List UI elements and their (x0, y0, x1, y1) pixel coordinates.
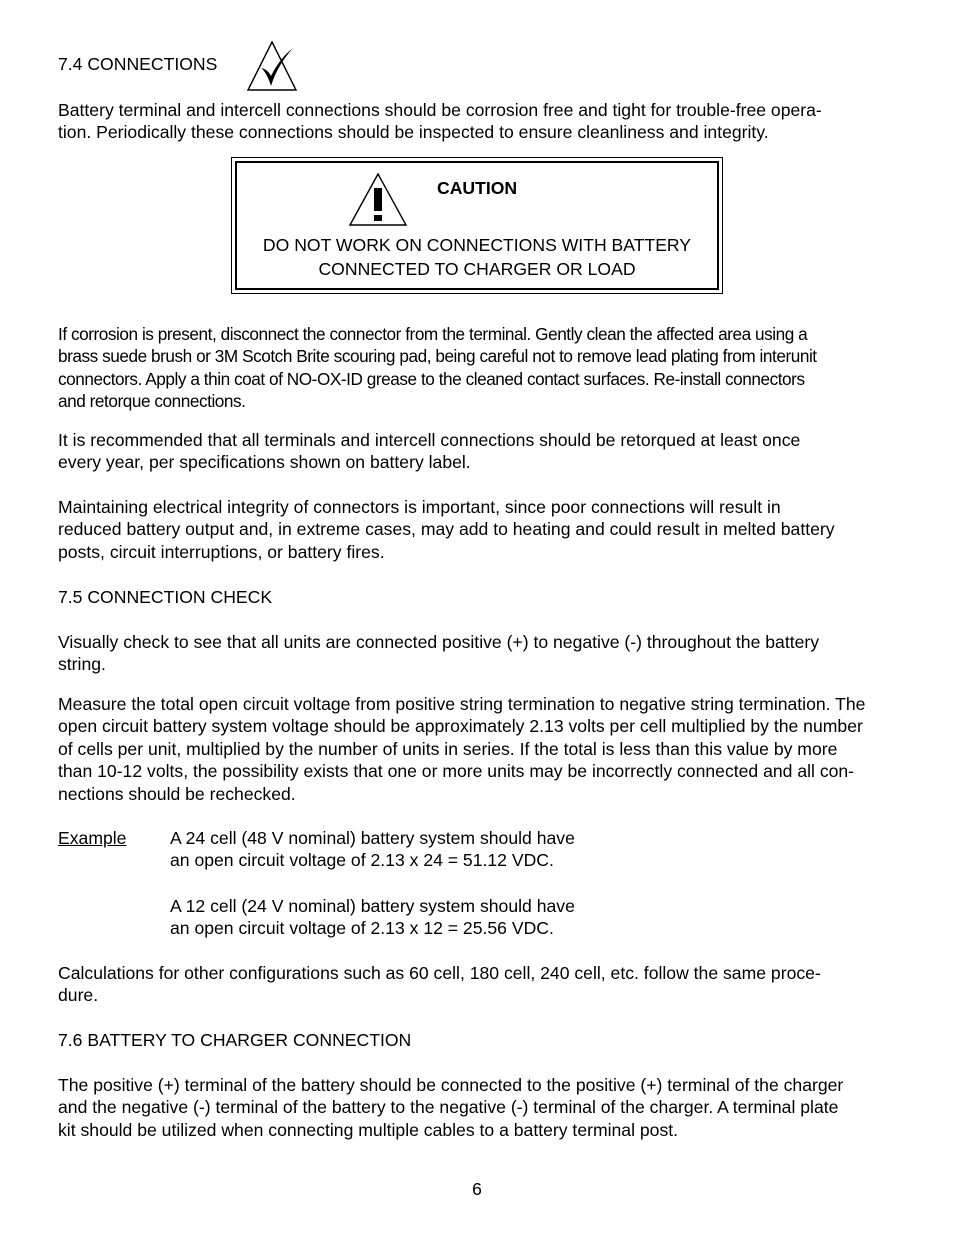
section-7-6-paragraph-1 (58, 1074, 900, 1141)
caution-box (231, 157, 723, 294)
section-7-4-heading: 7.4 CONNECTIONS (58, 54, 218, 74)
section-7-6-heading: 7.6 BATTERY TO CHARGER CONNECTION (58, 1030, 412, 1050)
paragraph-line: and retorque connections. (58, 391, 246, 412)
paragraph-line: reduced battery output and, in extreme cases, may add to heating and could result in melted battery (58, 519, 835, 540)
paragraph-line: brass suede brush or 3M Scotch Brite scouring pad, being careful not to remove lead plating from interunit (58, 346, 817, 367)
example-label: Example (58, 828, 127, 848)
page-number: 6 (472, 1179, 482, 1199)
section-7-4-paragraph-1 (58, 99, 900, 144)
paragraph-line: dure. (58, 985, 99, 1006)
caution-message (237, 233, 717, 281)
example-2 (170, 895, 770, 940)
section-7-4-paragraph-2 (58, 323, 900, 413)
caution-box-inner (235, 161, 719, 290)
section-7-5-heading: 7.5 CONNECTION CHECK (58, 587, 273, 607)
section-7-4-paragraph-4 (58, 496, 900, 563)
paragraph-line: connectors. Apply a thin coat of NO-OX-ID grease to the cleaned contact surfaces. Re-install connectors (58, 368, 805, 389)
paragraph-line: and the negative (-) terminal of the battery to the negative (-) terminal of the charger. A terminal plate (58, 1097, 839, 1118)
section-7-5-paragraph-1 (58, 631, 900, 676)
example-line: an open circuit voltage of 2.13 x 12 = 25.56 VDC. (170, 918, 554, 939)
paragraph-line: every year, per specifications shown on battery label. (58, 452, 471, 473)
paragraph-line: posts, circuit interruptions, or battery fires. (58, 541, 385, 562)
paragraph-line: nections should be rechecked. (58, 783, 296, 804)
paragraph-line: string. (58, 654, 106, 675)
paragraph-line: It is recommended that all terminals and intercell connections should be retorqued at least once (58, 430, 801, 450)
caution-line: CONNECTED TO CHARGER OR LOAD (318, 259, 636, 279)
paragraph-line: tion. Periodically these connections should be inspected to ensure cleanliness and integrity. (58, 122, 769, 143)
paragraph-line: Visually check to see that all units are connected positive (+) to negative (-) throughout the battery (58, 632, 820, 652)
section-7-4-paragraph-3 (58, 429, 900, 474)
caution-line: DO NOT WORK ON CONNECTIONS WITH BATTERY (262, 235, 692, 255)
checkmark-in-triangle-icon (246, 40, 298, 92)
paragraph-line: than 10-12 volts, the possibility exists that one or more units may be incorrectly connected and all con- (58, 761, 855, 782)
paragraph-line: Calculations for other configurations such as 60 cell, 180 cell, 240 cell, etc. follow the same proce- (58, 963, 821, 983)
example-line: A 24 cell (48 V nominal) battery system should have (170, 828, 575, 848)
section-7-5-paragraph-3 (58, 962, 900, 1007)
section-7-5-paragraph-2 (58, 693, 900, 805)
example-1 (170, 827, 770, 872)
paragraph-line: The positive (+) terminal of the battery should be connected to the positive (+) terminal of the charger (58, 1075, 844, 1095)
paragraph-line: Maintaining electrical integrity of connectors is important, since poor connections will result in (58, 497, 781, 517)
paragraph-line: Measure the total open circuit voltage from positive string termination to negative string termination. The (58, 694, 866, 714)
paragraph-line: Battery terminal and intercell connections should be corrosion free and tight for trouble-free opera- (58, 100, 822, 120)
example-line: A 12 cell (24 V nominal) battery system should have (170, 896, 575, 916)
paragraph-line: If corrosion is present, disconnect the connector from the terminal. Gently clean the affected area using a (58, 324, 808, 344)
paragraph-line: open circuit battery system voltage should be approximately 2.13 volts per cell multiplied by the number (58, 716, 863, 737)
caution-title: CAUTION (437, 178, 518, 198)
paragraph-line: of cells per unit, multiplied by the number of units in series. If the total is less than this value by more (58, 738, 838, 759)
warning-exclamation-icon (348, 171, 408, 227)
paragraph-line: kit should be utilized when connecting multiple cables to a battery terminal post. (58, 1119, 679, 1140)
example-line: an open circuit voltage of 2.13 x 24 = 51.12 VDC. (170, 850, 554, 871)
